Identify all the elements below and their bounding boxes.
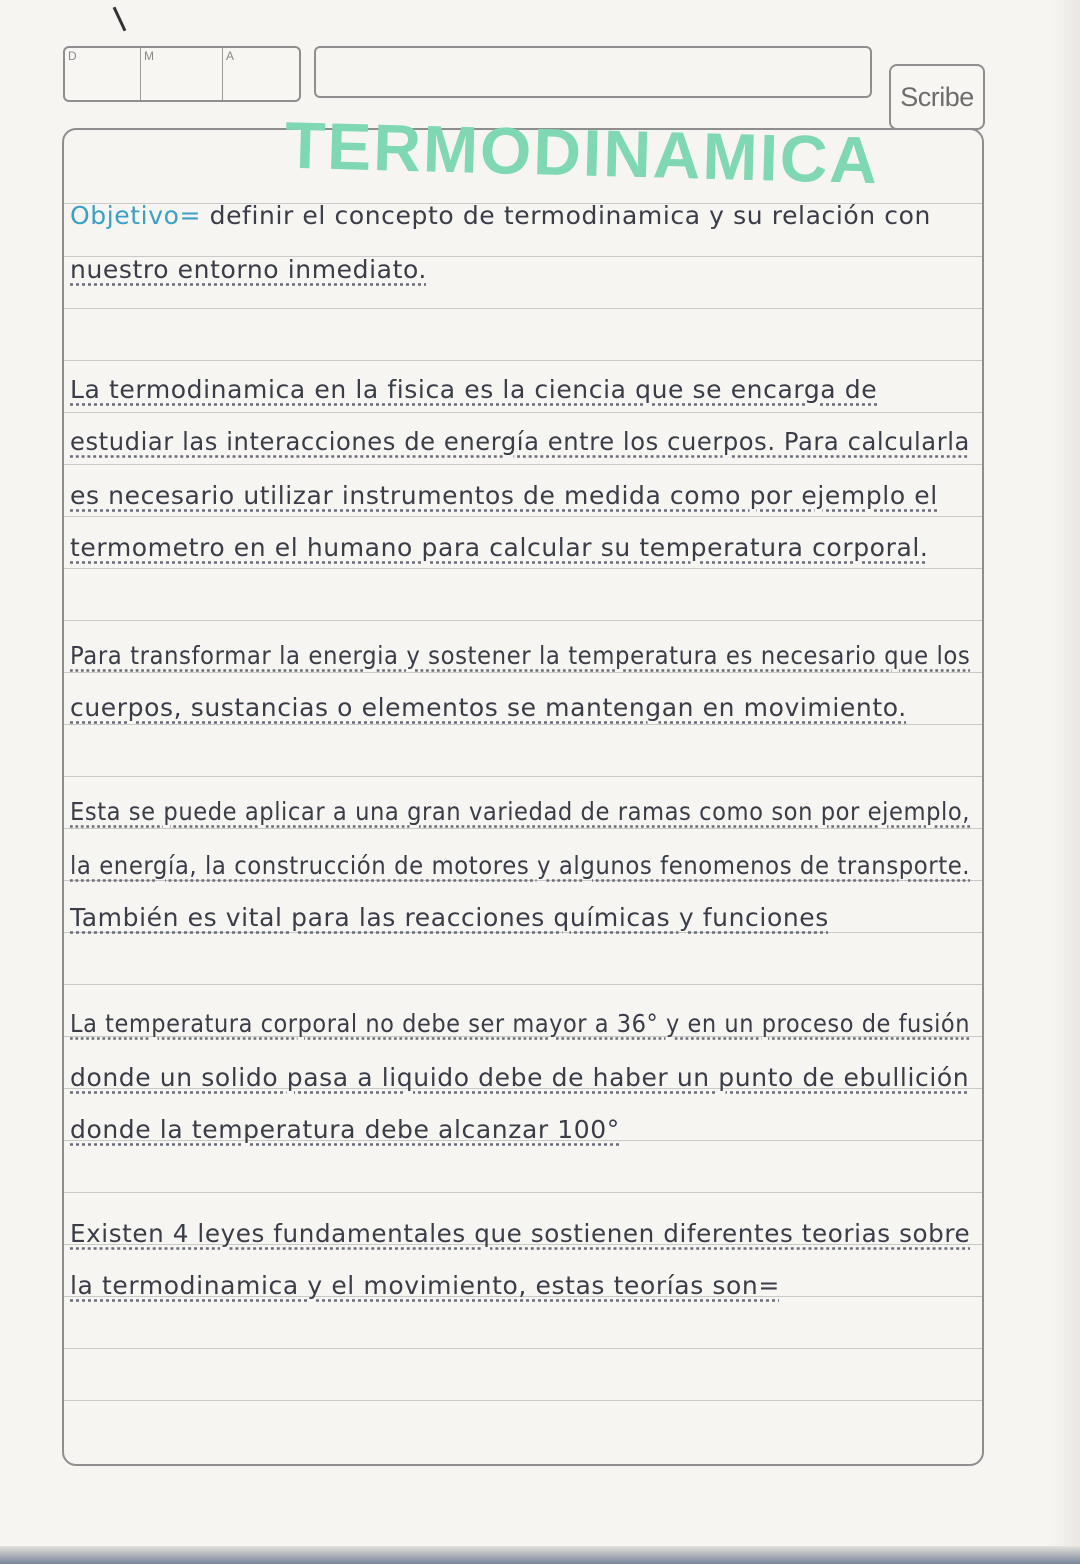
text-line: También es vital para las reacciones químicas y funciones (70, 903, 829, 932)
ruled-line (64, 984, 982, 985)
paragraph-5-line-2 (70, 1266, 780, 1306)
text-line: estudiar las interacciones de energía entre los cuerpos. Para calcularla (70, 427, 970, 456)
text-line: donde la temperatura debe alcanzar 100° (70, 1115, 620, 1144)
paragraph-3-line-2 (70, 846, 970, 886)
text-line: La termodinamica en la fisica es la ciencia que se encarga de (70, 375, 878, 404)
date-cell-day (65, 48, 141, 100)
objective-text-2: nuestro entorno inmediato. (70, 255, 427, 284)
text-line: Esta se puede aplicar a una gran variedad de ramas como son por ejemplo, (70, 797, 971, 826)
brand-logo-box (889, 64, 985, 130)
paragraph-4-line-3 (70, 1110, 620, 1150)
date-cell-month (141, 48, 223, 100)
date-label-day: D (68, 49, 77, 63)
ruled-line (64, 776, 982, 777)
text-line: la termodinamica y el movimiento, estas teorías son= (70, 1271, 780, 1300)
date-box (63, 46, 301, 102)
ruled-line (64, 1400, 982, 1401)
date-label-year: A (226, 49, 235, 63)
paragraph-3-line-3 (70, 898, 829, 938)
objective-text-1: definir el concepto de termodinamica y su relación con (209, 201, 931, 230)
pen-mark (113, 7, 127, 32)
ruled-line (64, 568, 982, 569)
ruled-line (64, 1192, 982, 1193)
paragraph-2-line-2 (70, 688, 907, 728)
paragraph-4-line-2 (70, 1058, 969, 1098)
text-line: La temperatura corporal no debe ser mayor a 36° y en un proceso de fusión (70, 1009, 971, 1038)
page-edge-shadow (1050, 0, 1080, 1564)
paragraph-1-line-1 (70, 370, 877, 410)
paragraph-1-line-3 (70, 476, 938, 516)
title-box (314, 46, 872, 98)
objective-label: Objetivo= (70, 201, 202, 230)
ruled-line (64, 516, 982, 517)
text-line: termometro en el humano para calcular su temperatura corporal. (70, 533, 929, 562)
notebook-bottom-edge (0, 1546, 1080, 1564)
paragraph-2-line-1 (70, 636, 970, 676)
objective-line-2 (70, 250, 427, 290)
ruled-line (64, 1348, 982, 1349)
paragraph-3-line-1 (70, 792, 970, 832)
ruled-line (64, 308, 982, 309)
text-line: Existen 4 leyes fundamentales que sostienen diferentes teorias sobre (70, 1219, 971, 1248)
paragraph-1-line-2 (70, 422, 970, 462)
date-label-month: M (144, 49, 154, 63)
ruled-line (64, 412, 982, 413)
page-title: TERMODINAMICA (284, 107, 881, 198)
objective-line-1 (70, 196, 931, 236)
brand-logo: Scribe (900, 81, 974, 112)
ruled-line (64, 360, 982, 361)
text-line: donde un solido pasa a liquido debe de haber un punto de ebullición (70, 1063, 970, 1092)
text-line: cuerpos, sustancias o elementos se mantengan en movimiento. (70, 693, 907, 722)
ruled-line (64, 464, 982, 465)
paragraph-5-line-1 (70, 1214, 970, 1254)
text-line: la energía, la construcción de motores y algunos fenomenos de transporte. (70, 851, 971, 880)
ruled-line (64, 620, 982, 621)
date-cell-year (223, 48, 299, 100)
paragraph-4-line-1 (70, 1004, 970, 1044)
text-line: es necesario utilizar instrumentos de medida como por ejemplo el (70, 481, 938, 510)
paragraph-1-line-4 (70, 528, 928, 568)
text-line: Para transformar la energia y sostener la temperatura es necesario que los (70, 641, 971, 670)
